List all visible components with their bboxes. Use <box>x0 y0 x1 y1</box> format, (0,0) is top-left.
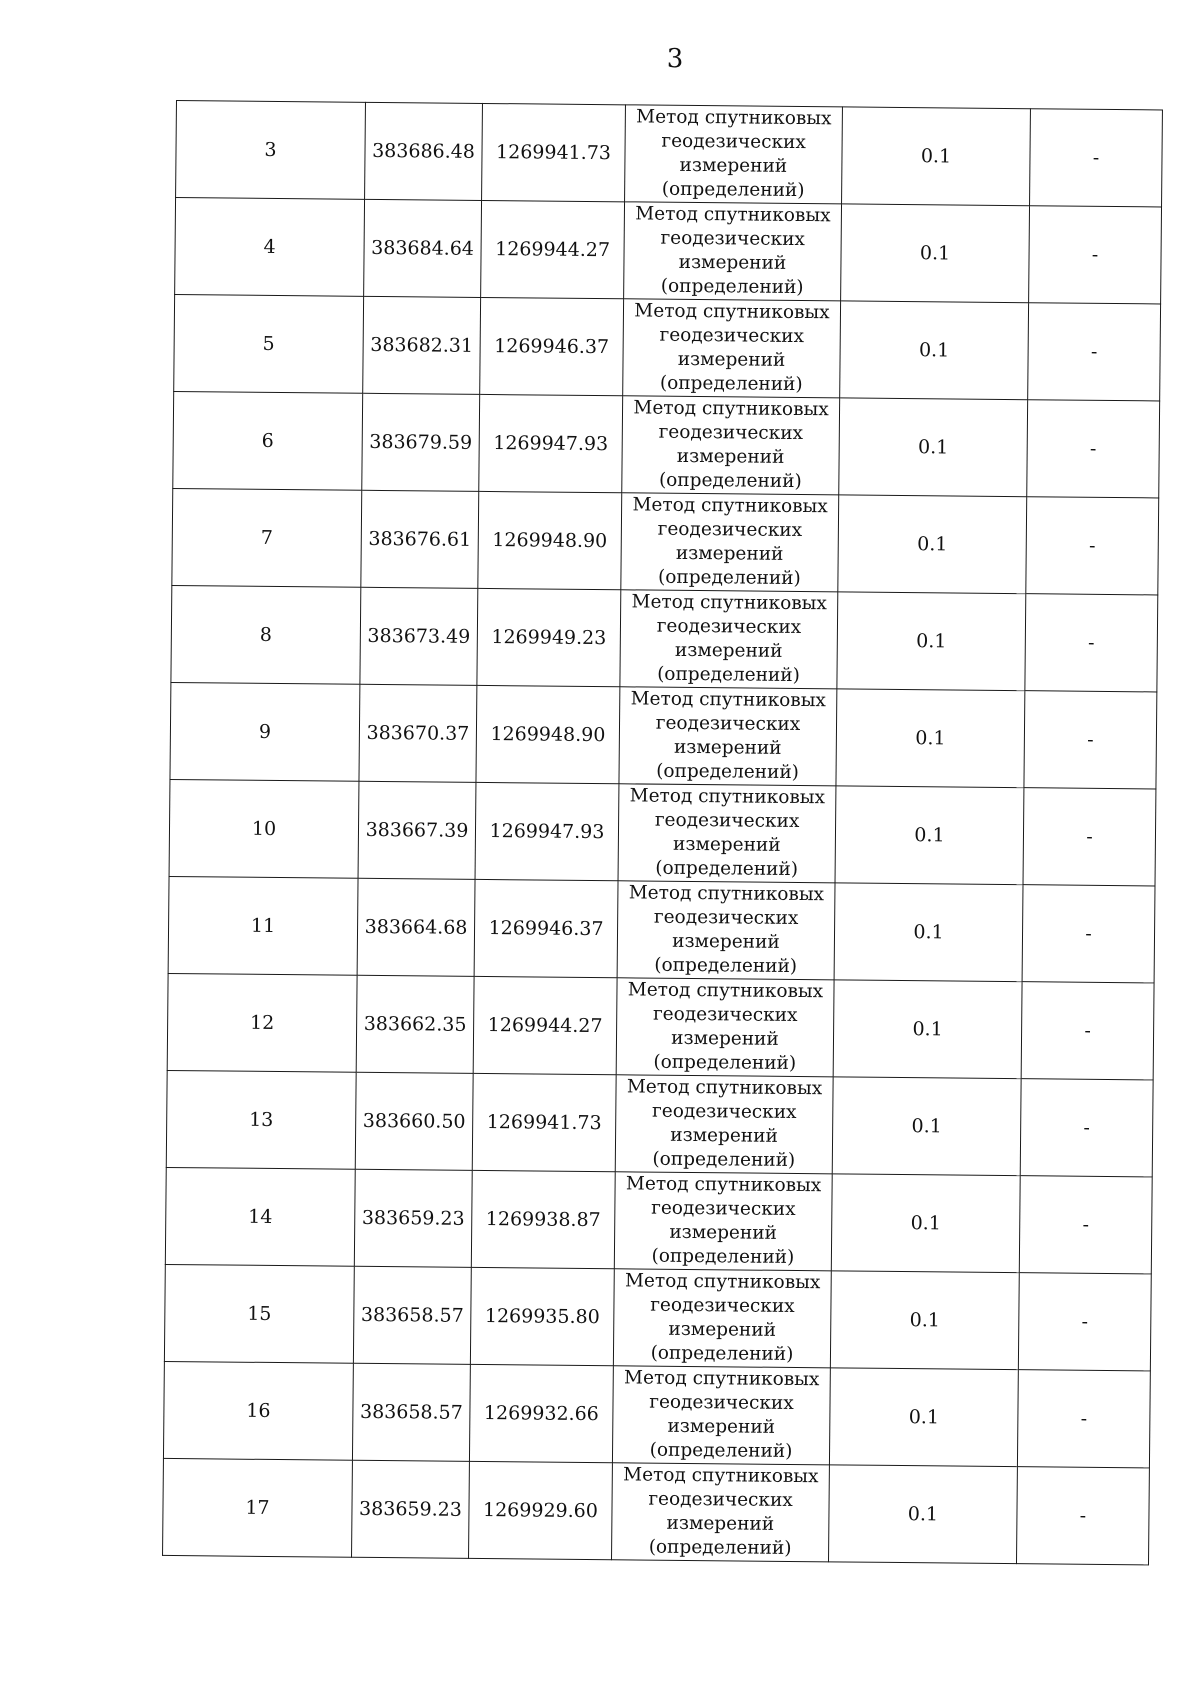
y-coordinate-cell: 1269938.87 <box>471 1170 615 1268</box>
method-text-line: геодезических <box>653 906 799 930</box>
y-coordinate-cell: 1269932.66 <box>469 1364 613 1462</box>
method-text-line: измерений <box>668 1318 777 1341</box>
note-cell: - <box>1025 594 1158 692</box>
method-text-line: Метод спутниковых <box>624 1367 820 1391</box>
x-coordinate-cell: 383662.35 <box>356 975 474 1073</box>
note-cell: - <box>1022 885 1155 983</box>
method-cell <box>622 396 840 495</box>
point-number-cell: 6 <box>173 391 363 490</box>
method-text-line: (определений) <box>648 1536 792 1559</box>
method-text-line: (определений) <box>657 663 800 687</box>
y-coordinate-cell: 1269944.27 <box>473 976 617 1074</box>
y-coordinate-cell: 1269947.93 <box>479 394 623 492</box>
point-number-cell: 5 <box>174 294 364 393</box>
method-cell <box>612 1366 830 1465</box>
method-cell <box>625 105 843 204</box>
method-text-line: геодезических <box>660 227 805 251</box>
accuracy-cell: 0.1 <box>835 786 1024 885</box>
point-number-cell: 16 <box>163 1361 353 1460</box>
method-text-line: геодезических <box>655 712 801 736</box>
y-coordinate-cell: 1269948.90 <box>476 685 620 783</box>
method-text-line: (определений) <box>650 1342 794 1365</box>
y-coordinate-cell: 1269941.73 <box>482 103 626 201</box>
x-coordinate-cell: 383679.59 <box>362 393 480 491</box>
x-coordinate-cell: 383659.23 <box>352 1460 470 1558</box>
method-text-line: (определений) <box>654 954 798 978</box>
note-cell: - <box>1017 1370 1150 1468</box>
x-coordinate-cell: 383673.49 <box>360 587 478 685</box>
table-row <box>163 1361 1150 1467</box>
method-cell <box>618 784 836 883</box>
accuracy-cell: 0.1 <box>836 689 1025 788</box>
coordinates-table <box>162 100 1163 1565</box>
point-number-cell: 12 <box>167 973 357 1072</box>
note-cell: - <box>1018 1273 1151 1371</box>
method-text-line: (определений) <box>661 178 805 202</box>
method-text-line: геодезических <box>652 1003 798 1027</box>
method-text-line: геодезических <box>654 809 800 833</box>
method-text-line: геодезических <box>656 615 802 639</box>
method-text-line: Метод спутниковых <box>629 785 826 809</box>
x-coordinate-cell: 383667.39 <box>358 781 476 879</box>
accuracy-cell: 0.1 <box>837 592 1026 691</box>
method-cell <box>613 1269 831 1368</box>
method-text-line: геодезических <box>651 1197 796 1220</box>
table-row <box>164 1264 1151 1370</box>
method-text-line: (определений) <box>660 275 804 299</box>
note-cell: - <box>1027 400 1160 498</box>
x-coordinate-cell: 383658.57 <box>352 1363 470 1461</box>
method-text-line: измерений <box>678 251 787 274</box>
page-number: 3 <box>666 44 684 74</box>
point-number-cell: 15 <box>164 1264 354 1363</box>
method-text-line: измерений <box>672 930 780 953</box>
y-coordinate-cell: 1269935.80 <box>470 1267 614 1365</box>
table-row <box>172 488 1159 594</box>
point-number-cell: 13 <box>166 1070 356 1169</box>
point-number-cell: 14 <box>165 1167 355 1266</box>
accuracy-cell: 0.1 <box>830 1271 1019 1370</box>
x-coordinate-cell: 383660.50 <box>355 1072 473 1170</box>
table-row <box>165 1167 1152 1273</box>
table-row <box>169 779 1156 885</box>
point-number-cell: 9 <box>170 682 360 781</box>
method-text-line: (определений) <box>657 566 801 590</box>
method-text-line: Метод спутниковых <box>623 1464 819 1488</box>
coordinates-table-body <box>163 101 1163 1565</box>
method-text-line: (определений) <box>655 857 799 881</box>
point-number-cell: 3 <box>176 101 366 200</box>
method-text-line: геодезических <box>658 421 804 445</box>
table-row <box>168 876 1155 982</box>
x-coordinate-cell: 383682.31 <box>363 296 481 394</box>
accuracy-cell: 0.1 <box>834 883 1023 982</box>
y-coordinate-cell: 1269947.93 <box>475 782 619 880</box>
note-cell: - <box>1020 1079 1153 1177</box>
method-text-line: Метод спутниковых <box>625 1173 822 1197</box>
note-cell: - <box>1019 1176 1152 1274</box>
method-text-line: геодезических <box>649 1391 794 1414</box>
method-text-line: геодезических <box>659 324 805 348</box>
point-number-cell: 17 <box>163 1458 353 1557</box>
note-cell: - <box>1026 497 1159 595</box>
method-cell <box>615 1075 833 1174</box>
method-cell <box>620 590 838 689</box>
method-text-line: Метод спутниковых <box>631 591 827 615</box>
method-text-line: Метод спутниковых <box>624 1270 821 1294</box>
note-cell: - <box>1030 109 1163 207</box>
point-number-cell: 10 <box>169 779 359 878</box>
table-row <box>163 1458 1150 1564</box>
method-text-line: измерений <box>671 1027 779 1050</box>
accuracy-cell: 0.1 <box>829 1368 1018 1467</box>
table-row <box>173 391 1160 497</box>
method-text-line: измерений <box>674 639 783 662</box>
note-cell: - <box>1029 206 1162 304</box>
point-number-cell: 4 <box>175 198 365 297</box>
method-text-line: Метод спутниковых <box>628 882 825 906</box>
y-coordinate-cell: 1269944.27 <box>481 200 625 298</box>
table-row <box>167 973 1154 1079</box>
method-text-line: измерений <box>675 542 784 565</box>
accuracy-cell: 0.1 <box>828 1465 1017 1564</box>
method-text-line: (определений) <box>653 1051 797 1074</box>
table-row <box>170 682 1157 788</box>
method-text-line: измерений <box>670 1124 778 1147</box>
point-number-cell: 8 <box>171 585 361 684</box>
accuracy-cell: 0.1 <box>839 398 1028 497</box>
method-text-line: (определений) <box>651 1245 795 1268</box>
method-text-line: измерений <box>679 154 788 177</box>
method-text-line: (определений) <box>656 760 800 784</box>
method-text-line: геодезических <box>652 1100 797 1124</box>
method-text-line: измерений <box>677 348 786 371</box>
method-cell <box>617 881 835 980</box>
method-text-line: Метод спутниковых <box>633 397 829 421</box>
accuracy-cell: 0.1 <box>831 1174 1020 1273</box>
y-coordinate-cell: 1269948.90 <box>478 491 622 589</box>
note-cell: - <box>1023 788 1156 886</box>
y-coordinate-cell: 1269946.37 <box>474 879 618 977</box>
method-text-line: (определений) <box>658 469 802 493</box>
note-cell: - <box>1021 982 1154 1080</box>
method-text-line: измерений <box>667 1415 776 1438</box>
table-row <box>175 198 1162 304</box>
method-cell <box>612 1463 830 1562</box>
y-coordinate-cell: 1269929.60 <box>469 1461 613 1559</box>
x-coordinate-cell: 383684.64 <box>364 199 482 297</box>
table-row <box>174 294 1161 400</box>
accuracy-cell: 0.1 <box>840 301 1029 400</box>
method-cell <box>621 493 839 592</box>
y-coordinate-cell: 1269946.37 <box>480 297 624 395</box>
x-coordinate-cell: 383658.57 <box>353 1266 471 1364</box>
method-cell <box>623 299 841 398</box>
x-coordinate-cell: 383686.48 <box>365 102 483 200</box>
method-text-line: геодезических <box>657 518 803 542</box>
method-text-line: геодезических <box>648 1488 793 1511</box>
method-text-line: геодезических <box>661 130 806 154</box>
method-text-line: измерений <box>672 833 781 856</box>
y-coordinate-cell: 1269949.23 <box>477 588 621 686</box>
method-text-line: Метод спутниковых <box>632 494 828 518</box>
y-coordinate-cell: 1269941.73 <box>472 1073 616 1171</box>
method-text-line: Метод спутниковых <box>634 300 830 324</box>
x-coordinate-cell: 383659.23 <box>354 1169 472 1267</box>
method-text-line: измерений <box>666 1512 775 1535</box>
method-text-line: Метод спутниковых <box>627 979 824 1003</box>
table-row <box>166 1070 1153 1176</box>
x-coordinate-cell: 383676.61 <box>361 490 479 588</box>
note-cell: - <box>1028 303 1161 401</box>
accuracy-cell: 0.1 <box>842 107 1031 206</box>
method-text-line: измерений <box>676 445 785 468</box>
method-text-line: (определений) <box>649 1439 793 1462</box>
method-text-line: геодезических <box>650 1294 795 1317</box>
method-cell <box>624 202 842 301</box>
method-text-line: (определений) <box>659 372 803 396</box>
method-cell <box>616 978 834 1077</box>
method-text-line: Метод спутниковых <box>636 106 832 130</box>
method-cell <box>614 1172 832 1271</box>
method-text-line: (определений) <box>652 1148 796 1171</box>
table-row <box>171 585 1158 691</box>
method-text-line: Метод спутниковых <box>626 1076 823 1100</box>
method-text-line: Метод спутниковых <box>635 203 831 227</box>
point-number-cell: 7 <box>172 488 362 587</box>
x-coordinate-cell: 383664.68 <box>357 878 475 976</box>
table-row <box>176 101 1163 207</box>
accuracy-cell: 0.1 <box>841 204 1030 303</box>
note-cell: - <box>1016 1467 1149 1565</box>
x-coordinate-cell: 383670.37 <box>359 684 477 782</box>
accuracy-cell: 0.1 <box>833 980 1022 1079</box>
note-cell: - <box>1024 691 1157 789</box>
point-number-cell: 11 <box>168 876 358 975</box>
method-text-line: Метод спутниковых <box>630 688 827 712</box>
method-text-line: измерений <box>673 736 782 759</box>
accuracy-cell: 0.1 <box>832 1077 1021 1176</box>
method-cell <box>619 687 837 786</box>
method-text-line: измерений <box>669 1221 778 1244</box>
accuracy-cell: 0.1 <box>838 495 1027 594</box>
